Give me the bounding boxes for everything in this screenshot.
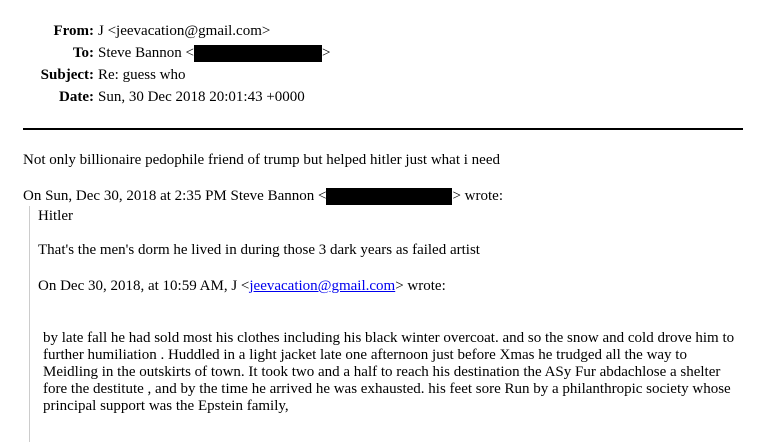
to-suffix: > — [321, 45, 331, 61]
to-row — [0, 42, 330, 64]
nested-paragraph: by late fall he had sold most his clothes including his black winter overcoat. and so the snow and cold drove him to further humiliation . Huddled in a light jacket late one afternoon just before Xmas he trudged all the way to Meidling in the outskirts of town. It took two and a half to reach his destination the ASy Fur abdachlose a shelter fore the destitute , and by the time he arrived he was exhausted. his feet sore Run by a philanthropic society whose principal support was the Epstein family, — [43, 330, 735, 414]
from-row — [0, 20, 330, 42]
date-label: Date: — [59, 89, 94, 105]
header-divider — [23, 128, 743, 130]
email-link[interactable]: jeevacation@gmail.com — [249, 278, 396, 294]
quoted-reply — [29, 206, 769, 442]
subject-value: Re: guess who — [98, 67, 186, 83]
email-header — [0, 20, 330, 108]
from-label: From: — [53, 23, 94, 39]
from-value: J <jeevacation@gmail.com> — [98, 23, 271, 39]
redaction-box — [326, 188, 452, 205]
nested-attribution — [38, 276, 446, 296]
reply-attribution — [23, 186, 503, 206]
nested-attribution-suffix: > wrote: — [395, 278, 446, 294]
subject-label: Subject: — [40, 67, 94, 83]
date-row — [0, 86, 330, 108]
to-label: To: — [72, 45, 94, 61]
redaction-box — [194, 45, 322, 62]
quoted-line-hitler: Hitler — [38, 208, 73, 224]
reply-attribution-prefix: On Sun, Dec 30, 2018 at 2:35 PM Steve Bannon < — [23, 188, 327, 204]
date-value: Sun, 30 Dec 2018 20:01:43 +0000 — [98, 89, 305, 105]
to-prefix: Steve Bannon < — [98, 45, 194, 61]
quoted-line-dorm: That's the men's dorm he lived in during those 3 dark years as failed artist — [38, 242, 480, 258]
reply-attribution-suffix: > wrote: — [452, 188, 503, 204]
email-body: Not only billionaire pedophile friend of trump but helped hitler just what i need — [23, 152, 500, 168]
subject-row — [0, 64, 330, 86]
nested-attribution-prefix: On Dec 30, 2018, at 10:59 AM, J < — [38, 278, 250, 294]
